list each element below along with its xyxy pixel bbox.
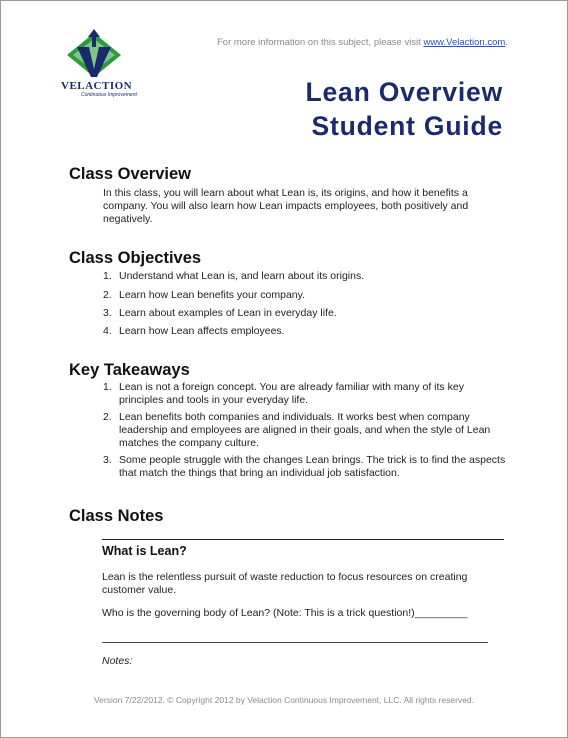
logo-tagline: Continuous Improvement — [81, 92, 137, 98]
governing-body-question: Who is the governing body of Lean? (Note: This is a trick question!)_________ — [102, 607, 468, 619]
title-line-1: Lean Overview — [305, 77, 503, 107]
notes-label: Notes: — [102, 655, 133, 667]
takeaways-list — [103, 381, 509, 480]
class-objectives-heading: Class Objectives — [69, 249, 202, 267]
objectives-list — [103, 270, 509, 338]
class-overview-section — [69, 165, 509, 226]
class-notes-section — [69, 507, 509, 526]
list-item: 4. Learn how Lean affects employees. — [103, 325, 285, 337]
class-overview-heading: Class Overview — [69, 165, 191, 183]
answer-line[interactable] — [102, 642, 488, 643]
what-is-lean-heading: What is Lean? — [102, 544, 187, 558]
key-takeaways-heading: Key Takeaways — [69, 361, 190, 379]
velaction-link[interactable]: www.Velaction.com — [423, 37, 506, 48]
logo-mark-icon — [63, 29, 125, 81]
class-objectives-section — [69, 249, 509, 338]
key-takeaways-section — [69, 361, 509, 480]
class-overview-body: In this class, you will learn about what Lean is, its origins, and how it benefits a company. You will also learn how Lean impacts employees, both positively and negatively. — [103, 187, 469, 225]
list-item: 3. Learn about examples of Lean in everyday life. — [103, 307, 337, 319]
list-item: 1. Lean is not a foreign concept. You are already familiar with many of its key principles and tools in your everyday life. — [103, 381, 464, 406]
list-item: 1. Understand what Lean is, and learn about its origins. — [103, 270, 365, 282]
lean-definition: Lean is the relentless pursuit of waste reduction to focus resources on creating customer value. — [102, 571, 468, 596]
list-item: 2. Learn how Lean benefits your company. — [103, 289, 306, 301]
list-item: 3. Some people struggle with the changes Lean brings. The trick is to find the aspects that match the things that bring an individual job satisfaction. — [103, 454, 506, 479]
title-line-2: Student Guide — [311, 111, 503, 141]
list-item: 2. Lean benefits both companies and individuals. It works best when company leadership and employees are aligned in their goals, and when the style of Lean matches the company culture. — [103, 411, 491, 449]
more-info-line — [217, 37, 508, 48]
logo-name: VELACTION — [61, 80, 133, 92]
class-notes-heading: Class Notes — [69, 507, 164, 525]
velaction-logo — [59, 29, 149, 101]
notes-box — [102, 539, 504, 667]
more-info-suffix: . — [505, 37, 508, 48]
more-info-text: For more information on this subject, please visit — [217, 37, 424, 48]
page-title — [306, 75, 503, 143]
copyright-footer: Version 7/22/2012. © Copyright 2012 by Velaction Continuous Improvement, LLC. All rights reserved. — [93, 695, 474, 705]
